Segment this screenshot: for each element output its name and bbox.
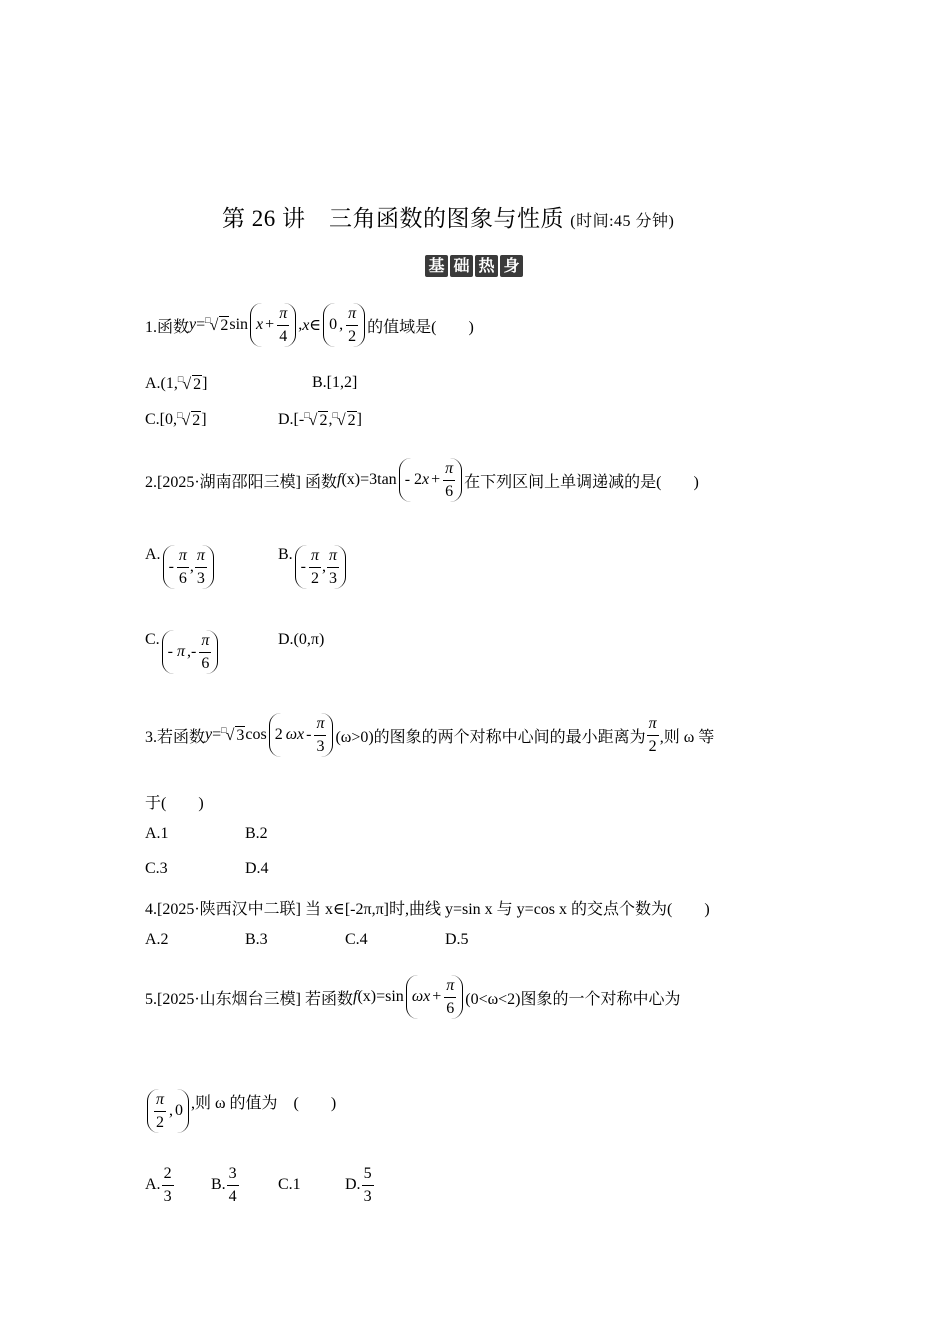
q1-option-d: D.[- □ √ 2 , □ √ 2 ]	[278, 410, 362, 429]
q4-option-a: A.2	[145, 931, 169, 948]
q5-option-a: A. $\frac{2}{3}$	[145, 1164, 172, 1205]
q5-option-c: C.1	[278, 1176, 301, 1193]
title-text: 第 26 讲 三角函数的图象与性质	[222, 206, 564, 231]
sqrt-2: □ √ 2	[205, 315, 229, 334]
badge-char: 身	[500, 255, 523, 277]
q3-option-c: C.3	[145, 860, 168, 877]
q3-option-b: B.2	[245, 825, 268, 842]
badge-char: 础	[450, 255, 473, 277]
q2-option-b: B. - $\frac{\pi}{2}$ , $\frac{\pi}{3}$	[278, 542, 348, 592]
q4-option-c: C.4	[345, 931, 368, 948]
paren-group: x + $\frac{\pi}{4}$	[250, 303, 296, 347]
page-title	[222, 200, 674, 233]
q5-option-b: B. $\frac{3}{4}$	[211, 1164, 237, 1205]
paren-group: ω x + $\frac{\pi}{6}$	[406, 975, 463, 1019]
q1-option-b: B.[1,2]	[312, 374, 358, 391]
paren-group: - 2 x + $\frac{\pi}{6}$	[399, 458, 462, 502]
question-4-stem: 4.[2025·陕西汉中二联] 当 x∈[-2π,π]时,曲线 y=sin x 与 y=cos x 的交点个数为( )	[145, 901, 710, 918]
question-3-stem-cont: 于( )	[145, 795, 204, 812]
q5-option-d: D. $\frac{5}{3}$	[345, 1164, 372, 1205]
badge-char: 热	[475, 255, 498, 277]
time-limit: (时间:45 分钟)	[570, 213, 675, 230]
question-2-stem: 2.[2025·湖南邵阳三模] 函数 f (x) =3tan - 2 x + $\frac{\pi}{6}$ 在下列区间上单调递减的是( )	[145, 455, 699, 505]
q1-option-c: C.[0, □ √ 2 ]	[145, 410, 207, 429]
paren-group: 2 ω x - $\frac{\pi}{3}$	[269, 713, 334, 757]
q4-option-d: D.5	[445, 931, 469, 948]
section-badge	[425, 255, 523, 277]
question-3-stem: 3.若函数 y = □ √ 3 cos 2 ω x - $\frac{\pi}{3}$ (ω>0)的图象的两个对称中心间的最小距离为 $\frac{\pi}{2}$ ,则 ω 等	[145, 710, 714, 760]
q1-option-a: A.(1, □ √ 2 ]	[145, 374, 208, 393]
question-1-stem: 1.函数 y = □ √ 2 sin x + $\frac{\pi}{4}$ , x∈ 0 , $\frac{\pi}{2}$ 的值域是( )	[145, 300, 474, 350]
q2-option-d: D.(0,π)	[278, 631, 325, 648]
q4-option-b: B.3	[245, 931, 268, 948]
q2-option-c: C. - π ,- $\frac{\pi}{6}$	[145, 627, 220, 677]
question-5-stem: 5.[2025·山东烟台三模] 若函数 f (x) =sin ω x + $\frac{\pi}{6}$ (0<ω<2)图象的一个对称中心为	[145, 972, 681, 1022]
paren-group: 0 , $\frac{\pi}{2}$	[323, 303, 365, 347]
q3-option-a: A.1	[145, 825, 169, 842]
badge-char: 基	[425, 255, 448, 277]
question-5-stem-cont: $\frac{\pi}{2}$ , 0 ,则 ω 的值为 ( )	[145, 1086, 336, 1136]
q3-option-d: D.4	[245, 860, 269, 877]
q2-option-a: A. - $\frac{\pi}{6}$ , $\frac{\pi}{3}$	[145, 542, 216, 592]
